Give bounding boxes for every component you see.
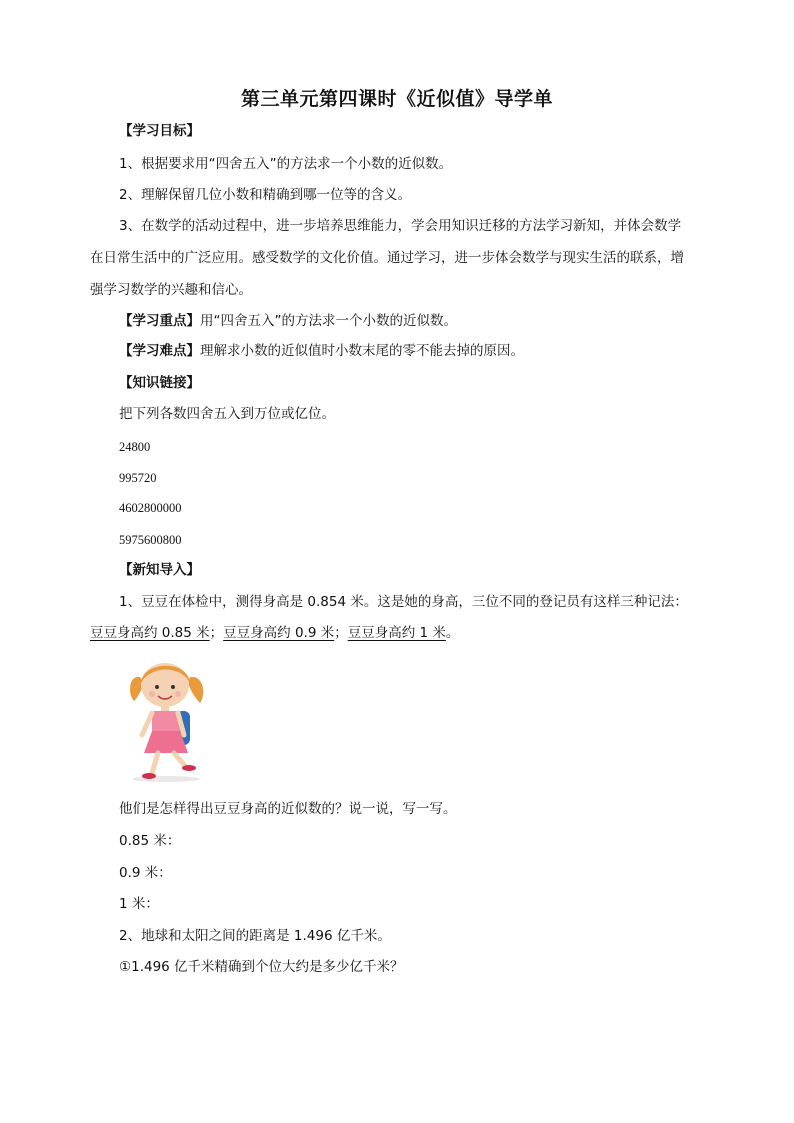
goal-item-1: 1、根据要求用“四舍五入”的方法求一个小数的近似数。: [119, 156, 453, 172]
goals-heading: 【学习目标】: [119, 123, 200, 139]
key-point-text: 用“四舍五入”的方法求一个小数的近似数。: [200, 313, 457, 329]
answer-line-3: 1 米：: [119, 896, 159, 912]
q2-text: 2、地球和太阳之间的距离是 1.496 亿千米。: [119, 928, 391, 944]
record-2: 豆豆身高约 0.9 米: [223, 625, 335, 641]
page-title: 第三单元第四课时《近似值》导学单: [240, 88, 553, 110]
link-number-1: 24800: [119, 440, 151, 454]
record-separator-2: ；: [334, 625, 348, 641]
difficult-point-label: 【学习难点】: [119, 343, 200, 359]
record-1: 豆豆身高约 0.85 米: [90, 625, 210, 641]
q1-line-1: 1、豆豆在体检中，测得身高是 0.854 米。这是她的身高，三位不同的登记员有这样三种记法：: [119, 594, 688, 610]
q1-records-line: [90, 624, 459, 642]
link-instruction: 把下列各数四舍五入到万位或亿位。: [119, 406, 335, 422]
new-heading: 【新知导入】: [119, 562, 200, 578]
answer-line-1: 0.85 米：: [119, 833, 181, 849]
key-point: [119, 312, 457, 330]
q1-ask: 他们是怎样得出豆豆身高的近似数的？说一说，写一写。: [119, 801, 457, 817]
link-number-2: 995720: [119, 471, 157, 485]
girl-illustration: [126, 655, 210, 785]
key-point-label: 【学习重点】: [119, 313, 200, 329]
record-3: 豆豆身高约 1 米: [347, 625, 446, 641]
link-number-4: 5975600800: [119, 533, 182, 547]
goal-item-3-line-2: 在日常生活中的广泛应用。感受数学的文化价值。通过学习，进一步体会数学与现实生活的联系，增: [90, 250, 684, 266]
answer-line-2: 0.9 米：: [119, 865, 172, 881]
link-heading: 【知识链接】: [119, 375, 200, 391]
goal-item-2: 2、理解保留几位小数和精确到哪一位等的含义。: [119, 187, 412, 203]
link-number-3: 4602800000: [119, 501, 182, 515]
difficult-point-text: 理解求小数的近似值时小数末尾的零不能去掉的原因。: [200, 343, 524, 359]
goal-item-3-line-1: 3、在数学的活动过程中，进一步培养思维能力，学会用知识迁移的方法学习新知，并体会数学: [119, 218, 682, 234]
q2-sub-1: ①1.496 亿千米精确到个位大约是多少亿千米？: [119, 959, 404, 975]
record-end: 。: [445, 625, 460, 641]
difficult-point: [119, 342, 524, 360]
record-separator-1: ；: [209, 625, 224, 641]
goal-item-3-line-3: 强学习数学的兴趣和信心。: [90, 282, 252, 298]
